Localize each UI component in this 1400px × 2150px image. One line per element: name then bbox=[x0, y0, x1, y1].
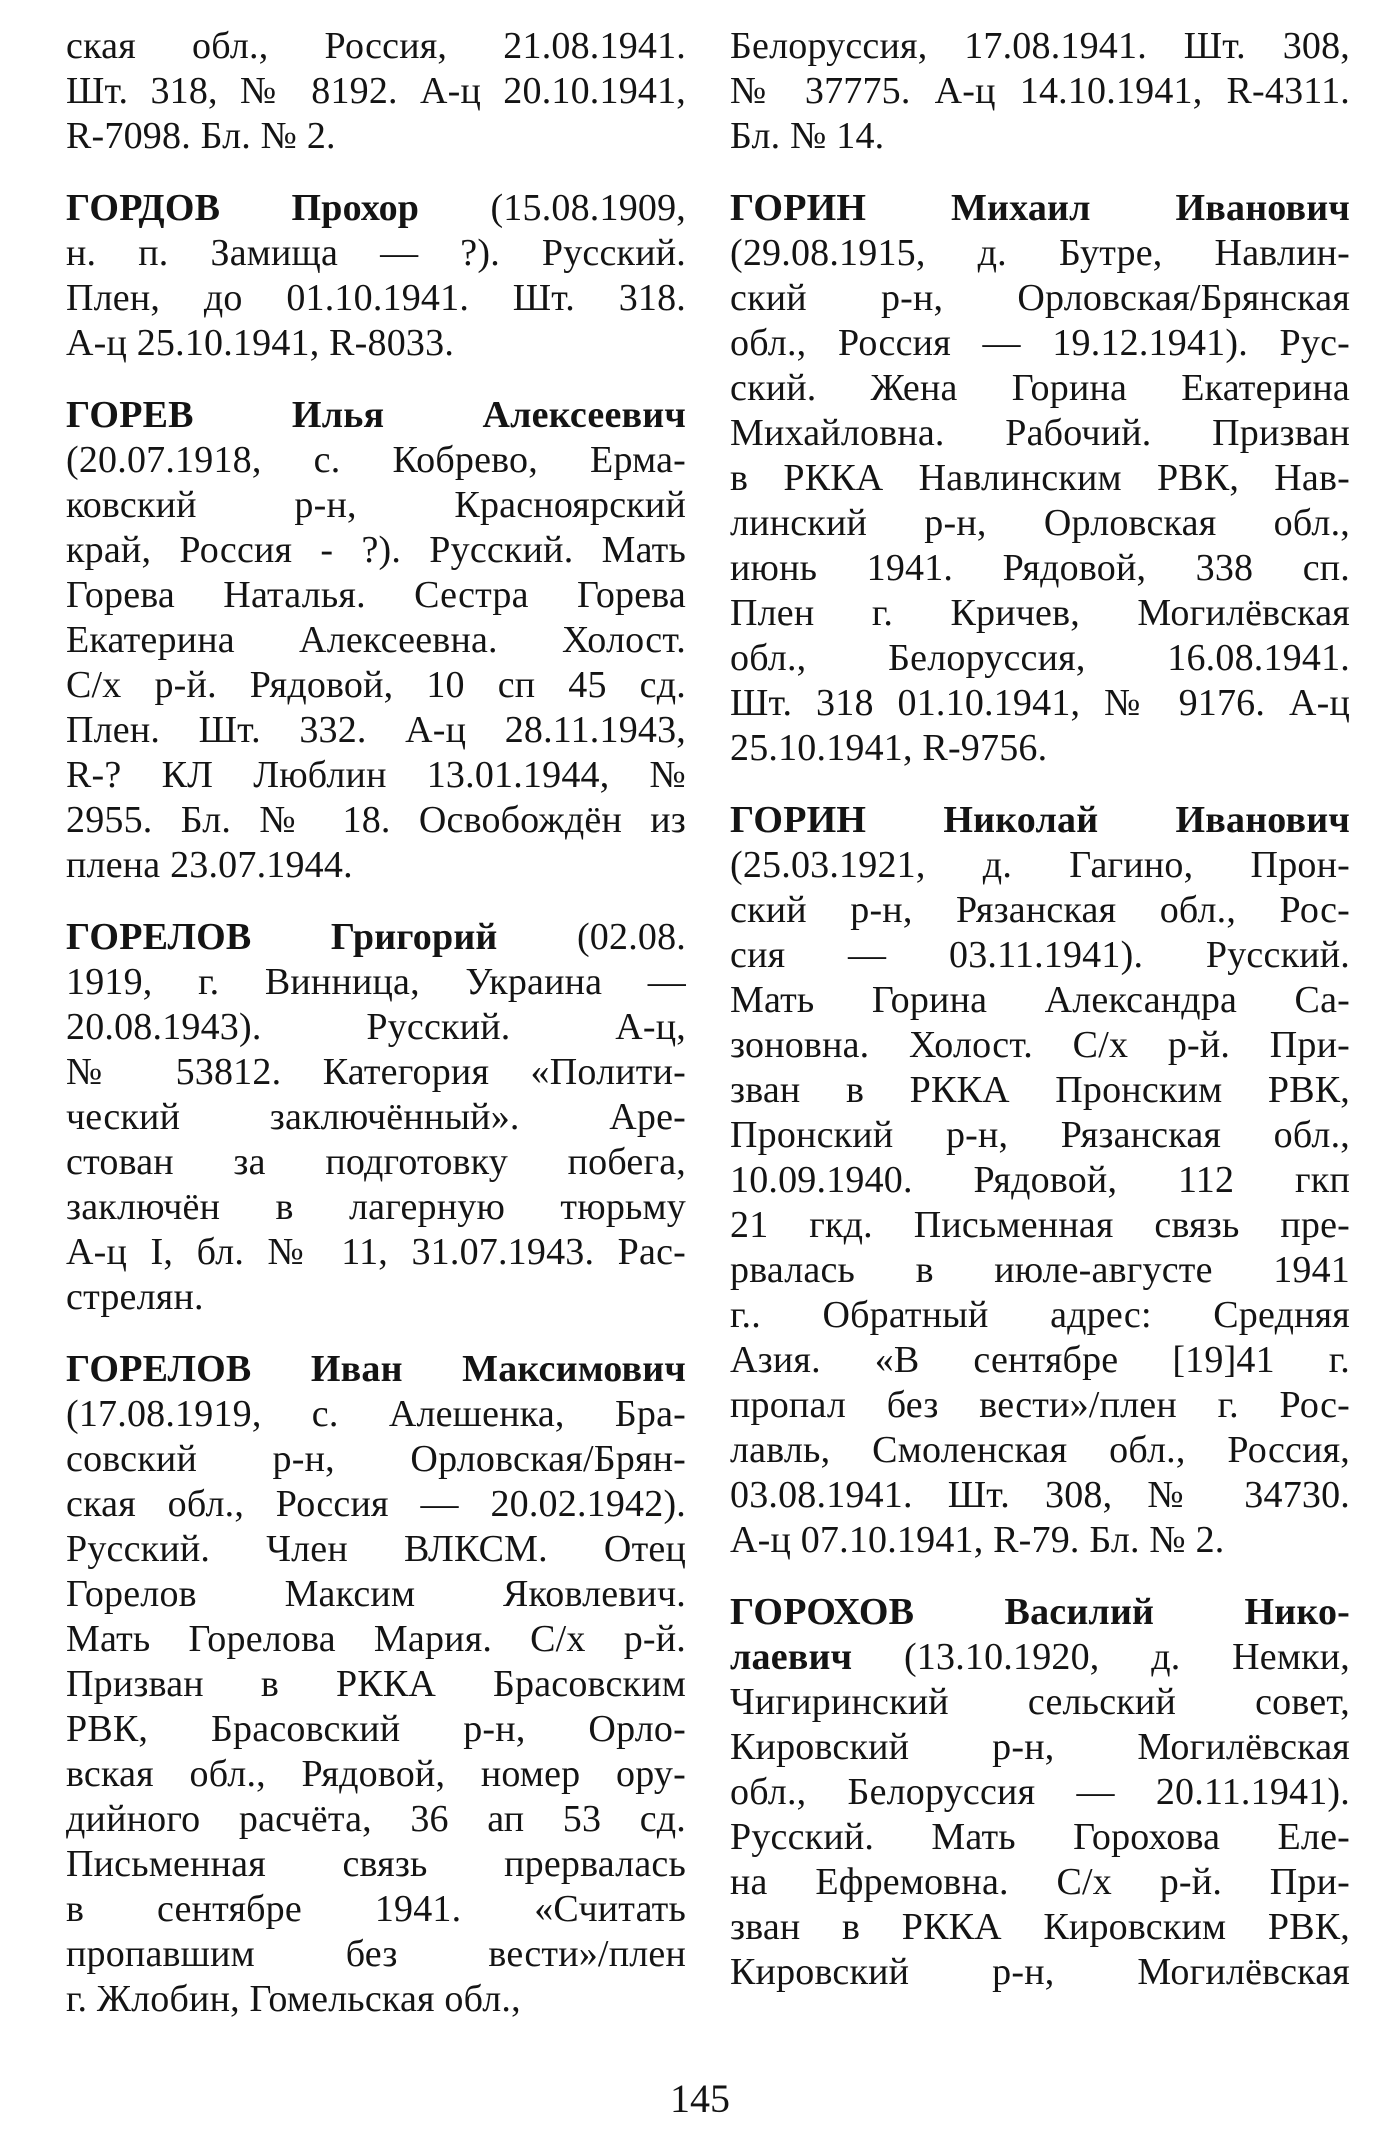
entry-text: стован за подготовку побега, bbox=[66, 1141, 686, 1183]
entry-line bbox=[66, 1527, 686, 1572]
entry-text: (20.07.1918, с. Кобрево, Ерма- bbox=[66, 439, 686, 481]
entry-text: Мать Горина Александра Са- bbox=[730, 979, 1350, 1021]
entry-line bbox=[66, 1842, 686, 1887]
entry-text: Плен, до 01.10.1941. Шт. 318. bbox=[66, 277, 686, 319]
entry-line bbox=[730, 1338, 1350, 1383]
entry-text: 20.08.1943). Русский. А-ц, bbox=[66, 1006, 686, 1048]
text-column-left bbox=[66, 24, 686, 2022]
entry-text: зван в РККА Пронским РВК, bbox=[730, 1069, 1350, 1111]
entry-line bbox=[66, 1050, 686, 1095]
entry-text: ский р-н, Рязанская обл., Рос- bbox=[730, 889, 1350, 931]
entry-line bbox=[730, 1725, 1350, 1770]
entry-text: лавль, Смоленская обл., Россия, bbox=[730, 1429, 1350, 1471]
entry-text: Бл. № 14. bbox=[730, 115, 885, 157]
entry-text: рвалась в июле-августе 1941 bbox=[730, 1249, 1350, 1291]
entry-line bbox=[730, 798, 1350, 843]
entry-text: ский р-н, Орловская/Брянская bbox=[730, 277, 1350, 319]
entry-text: А-ц 25.10.1941, R-8033. bbox=[66, 322, 455, 364]
entry-line bbox=[730, 1248, 1350, 1293]
entry-line bbox=[66, 618, 686, 663]
entry-line bbox=[66, 1797, 686, 1842]
entry-text: А-ц 07.10.1941, R-79. Бл. № 2. bbox=[730, 1519, 1225, 1561]
entry-text: Русский. Мать Горохова Еле- bbox=[730, 1816, 1350, 1858]
entry-line bbox=[730, 1815, 1350, 1860]
entry-text: обл., Белоруссия, 16.08.1941. bbox=[730, 637, 1350, 679]
entry-line bbox=[730, 1860, 1350, 1905]
entry-gordov-prokhor bbox=[66, 186, 686, 366]
entry-line bbox=[66, 528, 686, 573]
entry-line bbox=[66, 1707, 686, 1752]
entry-line bbox=[66, 393, 686, 438]
entry-continuation-top-right bbox=[730, 24, 1350, 159]
entry-text: ская обл., Россия, 21.08.1941. bbox=[66, 25, 686, 67]
entry-text: Мать Горелова Мария. С/х р-й. bbox=[66, 1618, 686, 1660]
entry-gorokhov-vasiliy-nikolaevich bbox=[730, 1590, 1350, 1995]
entry-text: ский. Жена Горина Екатерина bbox=[730, 367, 1350, 409]
entry-text: С/х р-й. Рядовой, 10 сп 45 сд. bbox=[66, 664, 686, 706]
entry-text: н. п. Замища — ?). Русский. bbox=[66, 232, 686, 274]
entry-text: сия — 03.11.1941). Русский. bbox=[730, 934, 1350, 976]
entry-line bbox=[730, 1590, 1350, 1635]
entry-text: линский р-н, Орловская обл., bbox=[730, 502, 1350, 544]
entry-line bbox=[66, 1140, 686, 1185]
entry-line bbox=[66, 1437, 686, 1482]
entry-text: 21 гкд. Письменная связь пре- bbox=[730, 1204, 1350, 1246]
entry-text: Екатерина Алексеевна. Холост. bbox=[66, 619, 686, 661]
entry-line bbox=[66, 1005, 686, 1050]
entry-name-text: ГОРЕЛОВ Иван Максимович bbox=[66, 1348, 686, 1390]
text-columns bbox=[66, 24, 1350, 2022]
entry-text: пропал без вести»/плен г. Рос- bbox=[730, 1384, 1350, 1426]
entry-name-text: лаевич bbox=[730, 1636, 904, 1678]
entry-text: стрелян. bbox=[66, 1276, 204, 1318]
entry-text: дийного расчёта, 36 ап 53 сд. bbox=[66, 1798, 686, 1840]
entry-text: плена 23.07.1944. bbox=[66, 844, 353, 886]
entry-text: (17.08.1919, с. Алешенка, Бра- bbox=[66, 1393, 686, 1435]
entry-text: в сентябре 1941. «Считать bbox=[66, 1888, 686, 1930]
entry-line bbox=[730, 1023, 1350, 1068]
entry-name-text: ГОРЕВ Илья Алексеевич bbox=[66, 394, 686, 436]
entry-text: Чигиринский сельский совет, bbox=[730, 1681, 1350, 1723]
entry-line bbox=[730, 456, 1350, 501]
entry-line bbox=[66, 1887, 686, 1932]
entry-gorin-nikolay-ivanovich bbox=[730, 798, 1350, 1563]
entry-name-text: ГОРОХОВ Василий Нико- bbox=[730, 1591, 1350, 1633]
entry-line bbox=[66, 663, 686, 708]
entry-line bbox=[66, 483, 686, 528]
entry-text: Призван в РККА Брасовским bbox=[66, 1663, 686, 1705]
entry-line bbox=[730, 501, 1350, 546]
entry-line bbox=[66, 1752, 686, 1797]
entry-text: совский р-н, Орловская/Брян- bbox=[66, 1438, 686, 1480]
entry-gorev-ilya-alekseevich bbox=[66, 393, 686, 888]
entry-text: Кировский р-н, Могилёвская bbox=[730, 1726, 1350, 1768]
entry-text: ческий заключённый». Аре- bbox=[66, 1096, 686, 1138]
entry-text: Шт. 318, № 8192. А-ц 20.10.1941, bbox=[66, 70, 686, 112]
entry-text: Письменная связь прервалась bbox=[66, 1843, 686, 1885]
entry-line bbox=[730, 276, 1350, 321]
entry-text: № 53812. Категория «Полити- bbox=[66, 1051, 686, 1093]
entry-line bbox=[730, 1293, 1350, 1338]
entry-line bbox=[730, 1113, 1350, 1158]
entry-line bbox=[66, 843, 686, 888]
entry-text: в РККА Навлинским РВК, Нав- bbox=[730, 457, 1350, 499]
entry-line bbox=[730, 1950, 1350, 1995]
entry-line bbox=[730, 114, 1350, 159]
entry-text: июнь 1941. Рядовой, 338 сп. bbox=[730, 547, 1350, 589]
entry-gorelov-ivan-maksimovich bbox=[66, 1347, 686, 2022]
entry-line bbox=[730, 411, 1350, 456]
entry-line bbox=[66, 438, 686, 483]
entry-line bbox=[66, 231, 686, 276]
entry-line bbox=[66, 708, 686, 753]
entry-text: 2955. Бл. № 18. Освобождён из bbox=[66, 799, 686, 841]
entry-text: Михайловна. Рабочий. Призван bbox=[730, 412, 1350, 454]
entry-line bbox=[66, 1185, 686, 1230]
entry-text: Азия. «В сентябре [19]41 г. bbox=[730, 1339, 1350, 1381]
entry-text: г.. Обратный адрес: Средняя bbox=[730, 1294, 1350, 1336]
entry-line bbox=[730, 1383, 1350, 1428]
entry-line bbox=[730, 231, 1350, 276]
entry-text: заключён в лагерную тюрьму bbox=[66, 1186, 686, 1228]
entry-line bbox=[66, 186, 686, 231]
entry-text: Плен. Шт. 332. А-ц 28.11.1943, bbox=[66, 709, 686, 751]
entry-text: R-? КЛ Люблин 13.01.1944, № bbox=[66, 754, 686, 796]
entry-text: (02.08. bbox=[576, 916, 686, 958]
entry-line bbox=[66, 69, 686, 114]
entry-line bbox=[66, 1095, 686, 1140]
entry-line bbox=[66, 1572, 686, 1617]
entry-line bbox=[66, 1977, 686, 2022]
entry-text: зван в РККА Кировским РВК, bbox=[730, 1906, 1350, 1948]
entry-line bbox=[730, 366, 1350, 411]
entry-text: Кировский р-н, Могилёвская bbox=[730, 1951, 1350, 1993]
entry-text: 25.10.1941, R-9756. bbox=[730, 727, 1048, 769]
entry-text: 1919, г. Винница, Украина — bbox=[66, 961, 686, 1003]
text-column-right bbox=[730, 24, 1350, 1995]
entry-name-text: ГОРИН Николай Иванович bbox=[730, 799, 1350, 841]
entry-gorin-mikhail-ivanovich bbox=[730, 186, 1350, 771]
entry-text: 03.08.1941. Шт. 308, № 34730. bbox=[730, 1474, 1350, 1516]
entry-text: пропавшим без вести»/плен bbox=[66, 1933, 686, 1975]
entry-text: Пронский р-н, Рязанская обл., bbox=[730, 1114, 1350, 1156]
entry-text: зоновна. Холост. С/х р-й. При- bbox=[730, 1024, 1350, 1066]
entry-line bbox=[730, 1203, 1350, 1248]
entry-line bbox=[66, 114, 686, 159]
entry-text: R-7098. Бл. № 2. bbox=[66, 115, 336, 157]
entry-text: РВК, Брасовский р-н, Орло- bbox=[66, 1708, 686, 1750]
entry-line bbox=[66, 1617, 686, 1662]
entry-text: А-ц I, бл. № 11, 31.07.1943. Рас- bbox=[66, 1231, 686, 1273]
entry-line bbox=[730, 1635, 1350, 1680]
entry-text: ская обл., Россия — 20.02.1942). bbox=[66, 1483, 686, 1525]
entry-line bbox=[730, 1680, 1350, 1725]
entry-text: обл., Россия — 19.12.1941). Рус- bbox=[730, 322, 1350, 364]
entry-line bbox=[66, 915, 686, 960]
entry-line bbox=[730, 726, 1350, 771]
entry-line bbox=[66, 1932, 686, 1977]
entry-text: г. Жлобин, Гомельская обл., bbox=[66, 1978, 521, 2020]
entry-line bbox=[730, 636, 1350, 681]
entry-text: № 37775. А-ц 14.10.1941, R-4311. bbox=[730, 70, 1350, 112]
entry-text: (25.03.1921, д. Гагино, Прон- bbox=[730, 844, 1350, 886]
entry-line bbox=[730, 24, 1350, 69]
entry-text: (29.08.1915, д. Бутре, Навлин- bbox=[730, 232, 1350, 274]
entry-line bbox=[66, 573, 686, 618]
entry-line bbox=[730, 978, 1350, 1023]
entry-text: Плен г. Кричев, Могилёвская bbox=[730, 592, 1350, 634]
entry-line bbox=[730, 933, 1350, 978]
entry-line bbox=[730, 1770, 1350, 1815]
entry-text: Горелов Максим Яковлевич. bbox=[66, 1573, 686, 1615]
entry-text: вская обл., Рядовой, номер ору- bbox=[66, 1753, 686, 1795]
entry-line bbox=[66, 798, 686, 843]
entry-text: край, Россия - ?). Русский. Мать bbox=[66, 529, 686, 571]
entry-text: (13.10.1920, д. Немки, bbox=[903, 1636, 1350, 1678]
entry-continuation-top-left bbox=[66, 24, 686, 159]
page-number: 145 bbox=[670, 2076, 730, 2121]
entry-text: 10.09.1940. Рядовой, 112 гкп bbox=[730, 1159, 1350, 1201]
entry-text: Горева Наталья. Сестра Горева bbox=[66, 574, 686, 616]
entry-line bbox=[730, 1905, 1350, 1950]
entry-line bbox=[66, 1482, 686, 1527]
entry-gorelov-grigoriy bbox=[66, 915, 686, 1320]
entry-line bbox=[66, 1347, 686, 1392]
entry-line bbox=[66, 1392, 686, 1437]
entry-text: на Ефремовна. С/х р-й. При- bbox=[730, 1861, 1350, 1903]
entry-text: обл., Белоруссия — 20.11.1941). bbox=[730, 1771, 1350, 1813]
entry-line bbox=[730, 1158, 1350, 1203]
entry-line bbox=[730, 681, 1350, 726]
entry-name-text: ГОРДОВ Прохор bbox=[66, 187, 491, 229]
entry-line bbox=[730, 546, 1350, 591]
entry-line bbox=[66, 321, 686, 366]
entry-name-text: ГОРИН Михаил Иванович bbox=[730, 187, 1350, 229]
entry-line bbox=[730, 1473, 1350, 1518]
entry-line bbox=[66, 1275, 686, 1320]
entry-name-text: ГОРЕЛОВ Григорий bbox=[66, 916, 577, 958]
entry-line bbox=[730, 591, 1350, 636]
entry-line bbox=[66, 276, 686, 321]
entry-text: Белоруссия, 17.08.1941. Шт. 308, bbox=[730, 25, 1350, 67]
entry-line bbox=[730, 1428, 1350, 1473]
entry-line bbox=[730, 1068, 1350, 1113]
entry-line bbox=[730, 1518, 1350, 1563]
entry-line bbox=[730, 186, 1350, 231]
entry-text: ковский р-н, Красноярский bbox=[66, 484, 686, 526]
entry-line bbox=[66, 1230, 686, 1275]
entry-text: Шт. 318 01.10.1941, № 9176. А-ц bbox=[730, 682, 1350, 724]
entry-line bbox=[66, 960, 686, 1005]
entry-line bbox=[730, 843, 1350, 888]
entry-line bbox=[730, 888, 1350, 933]
entry-text: (15.08.1909, bbox=[490, 187, 686, 229]
entry-line bbox=[66, 24, 686, 69]
entry-line bbox=[66, 753, 686, 798]
entry-text: Русский. Член ВЛКСМ. Отец bbox=[66, 1528, 686, 1570]
entry-line bbox=[66, 1662, 686, 1707]
entry-line bbox=[730, 321, 1350, 366]
entry-line bbox=[730, 69, 1350, 114]
